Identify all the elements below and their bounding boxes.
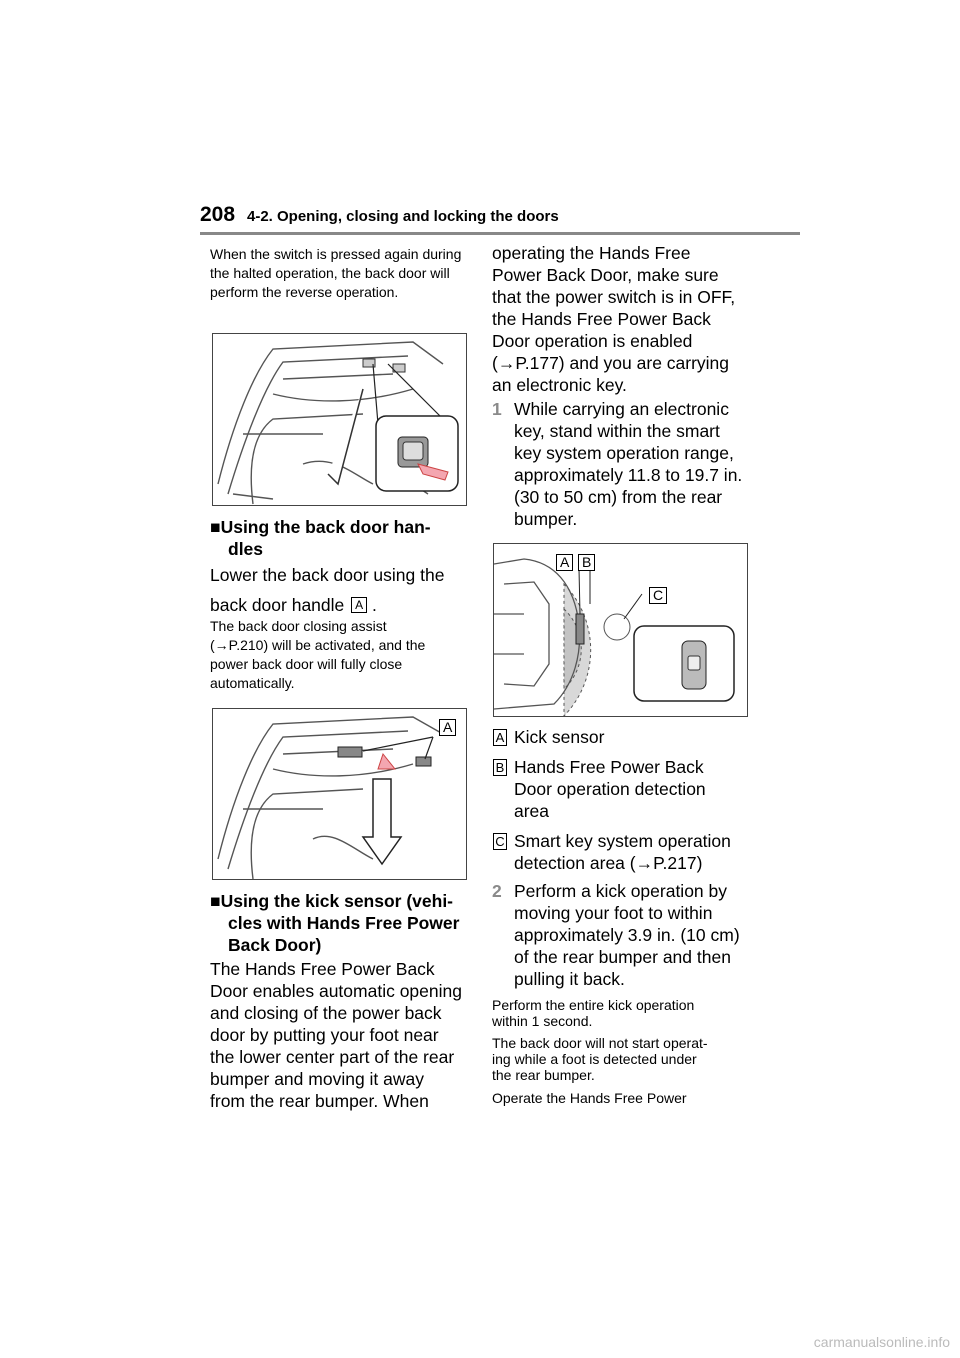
para2-line: and closing of the power back [210,1003,442,1023]
para2-line: The Hands Free Power Back [210,959,435,979]
note2-line-2: (→P.210) will be activated, and the [210,637,426,653]
para1-line-1: Lower the back door using the [210,565,445,585]
para1-line-2 [210,594,475,616]
heading-back-door-handles [210,516,470,560]
legend-b-line: area [514,801,550,821]
note2-line-4: automatically. [210,675,295,691]
para-line: the Hands Free Power Back [492,309,711,329]
heading2-line-2: cles with Hands Free Power [228,913,460,933]
note-operate: Operate the Hands Free Power [492,1090,687,1106]
legend-b [493,756,763,822]
heading-line-1: ■Using the back door han- [210,517,431,537]
para1-end: . [372,595,377,615]
header-rule [200,232,800,235]
note-a-line: Perform the entire kick operation [492,997,695,1013]
legend-b-line: Hands Free Power Back [514,757,704,777]
step-2-text [492,880,767,990]
handle-callout-tag: A [351,597,367,613]
fig3-tag-a: A [556,554,573,571]
heading2-line-1: ■Using the kick sensor (vehi- [210,891,454,911]
para-line: an electronic key. [492,375,627,395]
para1-text: back door handle [210,595,345,615]
step1-line: bumper. [514,509,578,529]
closing-assist-note [210,617,475,693]
para2-line: door by putting your foot near [210,1025,439,1045]
para-line: Power Back Door, make sure [492,265,719,285]
para-hands-free-intro [210,958,480,1112]
step-2-number: 2 [492,881,502,901]
legend-b-tag: B [493,759,507,776]
note-b-line: ing while a foot is detected under [492,1051,697,1067]
note2-line-1: The back door closing assist [210,618,387,634]
page-number: 208 [200,203,236,226]
legend-a-text: Kick sensor [514,727,605,747]
para2-line: Door enables automatic opening [210,981,462,1001]
legend-c-text [493,830,763,874]
para-line: that the power switch is in OFF, [492,287,736,307]
step1-line: key, stand within the smart [514,421,720,441]
step-1-text [492,398,767,530]
legend-b-text [493,756,763,822]
step-1-number: 1 [492,399,502,419]
detection-area-illustration [494,544,747,716]
heading-kick-sensor [210,890,475,956]
fig3-tag-b: B [578,554,595,571]
para-hands-free-conditions [492,242,762,396]
legend-c-line: detection area (→P.217) [514,853,703,873]
step-1 [492,398,767,530]
step2-line: Perform a kick operation by [514,881,728,901]
step1-line: key system operation range, [514,443,734,463]
fig2-callout-tag: A [439,719,456,736]
note2-line-3: power back door will fully close [210,656,403,672]
legend-b-line: Door operation detection [514,779,706,799]
para-line: Door operation is enabled [492,331,693,351]
note-b-line: The back door will not start operat- [492,1035,708,1051]
heading2-line-3: Back Door) [228,935,322,955]
figure-back-door-handle [212,708,467,880]
note-kick-timing [492,997,762,1029]
step2-line: of the rear bumper and then [514,947,731,967]
legend-c-tag: C [493,833,507,850]
figure-detection-area [493,543,748,717]
para2-line: from the rear bumper. When [210,1091,429,1111]
watermark: carmanualsonline.info [813,1334,950,1350]
legend-c-line: Smart key system operation [514,831,731,851]
back-door-handle-illustration [213,709,466,879]
step2-line: approximately 3.9 in. (10 cm) [514,925,740,945]
step2-line: pulling it back. [514,969,625,989]
para-line: (→P.177) and you are carrying [492,353,730,373]
step2-line: moving your foot to within [514,903,713,923]
para2-line: bumper and moving it away [210,1069,424,1089]
step-2 [492,880,767,990]
step1-line: While carrying an electronic [514,399,729,419]
intro-note: When the switch is pressed again during the halted operation, the back door will perform the reverse operation. [210,246,462,300]
note-b-line: the rear bumper. [492,1067,595,1083]
fig3-tag-c: C [649,587,667,604]
note-foot-detected [492,1035,762,1083]
back-door-switch-illustration [213,334,466,505]
para-line: operating the Hands Free [492,243,691,263]
legend-a [493,726,763,748]
legend-a-tag: A [493,729,507,746]
figure-back-door-switch [212,333,467,506]
para-lower-back-door [210,564,475,616]
heading-text-1: Using the back door han- [220,517,431,537]
para2-line: the lower center part of the rear [210,1047,455,1067]
note-a-line: within 1 second. [492,1013,593,1029]
step1-line: (30 to 50 cm) from the rear [514,487,723,507]
heading-line-2: dles [228,539,264,559]
section-title: 4-2. Opening, closing and locking the doors [247,208,559,225]
heading2-text-1: Using the kick sensor (vehi- [220,891,454,911]
step1-line: approximately 11.8 to 19.7 in. [514,465,743,485]
legend-c [493,830,763,874]
